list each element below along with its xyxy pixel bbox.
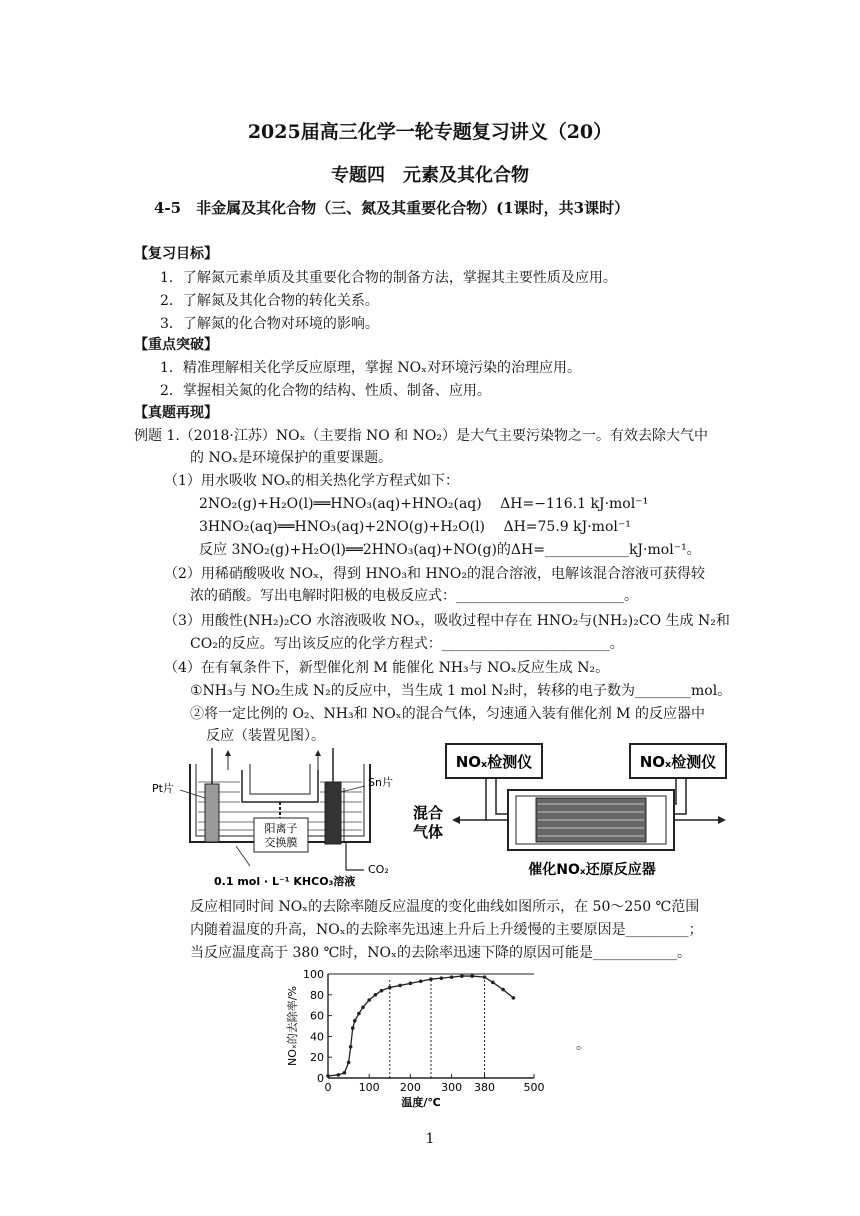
question-line: （4）在有氧条件下，新型催化剂 M 能催化 NH₃与 NOₓ反应生成 N₂。 bbox=[164, 660, 610, 676]
data-point bbox=[501, 988, 505, 992]
question-line: 当反应温度高于 380 ℃时，NOₓ的去除率迅速下降的原因可能是____________。 bbox=[190, 945, 691, 961]
question-line: 反应（装置见图）。 bbox=[206, 728, 325, 744]
data-point bbox=[470, 974, 474, 978]
equation-line: 反应 3NO₂(g)+H₂O(l)══2HNO₃(aq)+NO(g)的ΔH=____________kJ·mol⁻¹。 bbox=[199, 542, 701, 558]
y-tick-label: 100 bbox=[303, 968, 324, 981]
data-point bbox=[351, 1026, 355, 1030]
goals-heading: 【复习目标】 bbox=[134, 246, 218, 262]
data-point bbox=[419, 979, 423, 983]
data-point bbox=[512, 996, 516, 1000]
page-title: 2025届高三化学一轮专题复习讲义（20） bbox=[247, 121, 613, 143]
data-point bbox=[347, 1061, 351, 1065]
question-line: （1）用水吸收 NOₓ的相关热化学方程式如下： bbox=[164, 473, 460, 489]
pt-label: Pt片 bbox=[152, 782, 174, 795]
sn-label: Sn片 bbox=[368, 776, 393, 789]
question-line: CO₂的反应。写出该反应的化学方程式：________________________。 bbox=[190, 636, 624, 652]
data-point bbox=[326, 1074, 330, 1078]
page-number: 1 bbox=[425, 1131, 435, 1147]
data-point bbox=[353, 1019, 357, 1023]
chart-ylabel: NOₓ的去除率/% bbox=[286, 986, 299, 1066]
x-tick-label: 200 bbox=[399, 1081, 421, 1094]
data-point bbox=[460, 974, 464, 978]
solution-label: 0.1 mol · L⁻¹ KHCO₃溶液 bbox=[214, 875, 356, 888]
membrane-label: 阳离子 bbox=[264, 822, 298, 835]
x-tick-label: 380 bbox=[474, 1081, 496, 1094]
data-point bbox=[483, 975, 487, 979]
x-tick-label: 300 bbox=[441, 1081, 463, 1094]
x-tick-label: 100 bbox=[358, 1081, 380, 1094]
pt-electrode bbox=[205, 784, 219, 842]
data-point bbox=[357, 1012, 361, 1016]
question-line: 的 NOₓ是环境保护的重要课题。 bbox=[190, 450, 393, 466]
x-tick-label: 500 bbox=[523, 1081, 545, 1094]
question-line: 例题 1.（2018·江苏）NOₓ（主要指 NO 和 NO₂）是大气主要污染物之一。有效去除大气中 bbox=[134, 428, 708, 444]
y-tick-label: 0 bbox=[317, 1072, 324, 1085]
question-line: （3）用酸性(NH₂)₂CO 水溶液吸收 NOₓ，吸收过程中存在 HNO₂与(NH₂)₂CO 生成 N₂和 bbox=[164, 613, 730, 629]
data-point bbox=[380, 989, 384, 993]
reactor-diagram bbox=[408, 742, 728, 884]
data-point bbox=[374, 993, 378, 997]
goal-item: 1．了解氮元素单质及其重要化合物的制备方法，掌握其主要性质及应用。 bbox=[160, 270, 617, 286]
trailing-mark: 。 bbox=[576, 1037, 590, 1053]
gas-label: 混合 bbox=[412, 804, 444, 822]
data-point bbox=[349, 1045, 353, 1049]
data-point bbox=[491, 981, 495, 985]
removal-rate-chart bbox=[280, 964, 600, 1114]
goal-item: 3．了解氮的化合物对环境的影响。 bbox=[160, 316, 379, 332]
question-line: 反应相同时间 NOₓ的去除率随反应温度的变化曲线如图所示，在 50～250 ℃范围 bbox=[190, 899, 700, 915]
sn-electrode bbox=[325, 782, 341, 844]
lesson-title: 4-5 非金属及其化合物（三、氮及其重要化合物）(1课时，共3课时） bbox=[154, 199, 630, 217]
gas-label: 气体 bbox=[412, 823, 444, 841]
key-item: 2．掌握相关氮的化合物的结构、性质、制备、应用。 bbox=[160, 383, 491, 399]
data-point bbox=[440, 976, 444, 980]
data-point bbox=[361, 1005, 365, 1009]
data-point bbox=[343, 1071, 347, 1075]
y-tick-label: 20 bbox=[310, 1051, 324, 1065]
data-point bbox=[429, 977, 433, 981]
question-line: ①NH₃与 NO₂生成 N₂的反应中，当生成 1 mol N₂时，转移的电子数为________mol。 bbox=[190, 683, 732, 699]
equation-line: 2NO₂(g)+H₂O(l)══HNO₃(aq)+HNO₂(aq) ΔH=−116.1 kJ·mol⁻¹ bbox=[199, 496, 649, 512]
y-tick-label: 60 bbox=[310, 1009, 324, 1023]
equation-line: 3HNO₂(aq)══HNO₃(aq)+2NO(g)+H₂O(l) ΔH=75.9 kJ·mol⁻¹ bbox=[199, 519, 631, 535]
reactor-label: 催化NOₓ还原反应器 bbox=[528, 862, 656, 878]
real-heading: 【真题再现】 bbox=[134, 405, 218, 421]
detector-right-label: NOₓ检测仪 bbox=[639, 753, 717, 771]
goal-item: 2．了解氮及其化合物的转化关系。 bbox=[160, 293, 379, 309]
co2-label: CO₂ bbox=[368, 863, 389, 876]
electrolysis-diagram bbox=[150, 742, 410, 890]
data-point bbox=[450, 975, 454, 979]
question-line: ②将一定比例的 O₂、NH₃和 NOₓ的混合气体，匀速通入装有催化剂 M 的反应器中 bbox=[190, 706, 705, 722]
membrane-label: 交换膜 bbox=[264, 836, 298, 849]
data-point bbox=[388, 986, 392, 990]
data-point bbox=[398, 984, 402, 988]
x-tick-label: 0 bbox=[324, 1081, 332, 1094]
question-line: 浓的硝酸。写出电解时阳极的电极反应式：________________________。 bbox=[190, 588, 638, 604]
series-line bbox=[328, 976, 513, 1076]
key-item: 1．精准理解相关化学反应原理，掌握 NOₓ对环境污染的治理应用。 bbox=[160, 360, 582, 376]
key-heading: 【重点突破】 bbox=[134, 337, 218, 353]
data-point bbox=[409, 982, 413, 986]
data-point bbox=[367, 998, 371, 1002]
question-line: （2）用稀硝酸吸收 NOₓ，得到 HNO₃和 HNO₂的混合溶液，电解该混合溶液可获得较 bbox=[164, 566, 706, 582]
question-line: 内随着温度的升高，NOₓ的去除率先迅速上升后上升缓慢的主要原因是_________； bbox=[190, 922, 703, 938]
y-tick-label: 80 bbox=[310, 988, 324, 1002]
page-subtitle: 专题四 元素及其化合物 bbox=[331, 165, 529, 186]
data-point bbox=[337, 1073, 341, 1077]
detector-left-label: NOₓ检测仪 bbox=[455, 753, 533, 771]
chart-xlabel: 温度/℃ bbox=[401, 1096, 441, 1109]
y-tick-label: 40 bbox=[310, 1030, 324, 1044]
